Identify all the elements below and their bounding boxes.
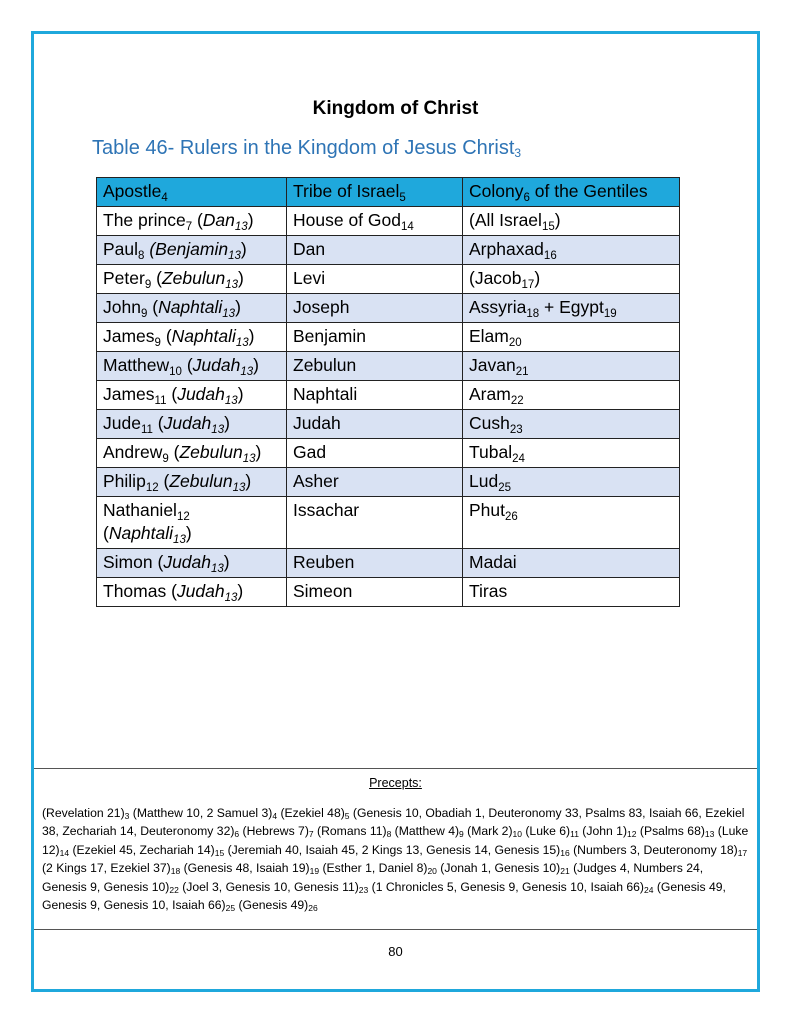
colony-cell	[463, 236, 680, 265]
colony-name: Arphaxad	[469, 239, 544, 259]
apostle-tribe-ref: Dan$_{13}$	[202, 210, 248, 233]
colony-name: Cush	[469, 413, 510, 433]
colony-name: Tubal	[469, 442, 513, 462]
tribe-cell	[287, 294, 463, 323]
colony-ref: 26	[505, 511, 518, 523]
apostle-cell: Matthew$_{10}$ (Judah$_{13}$)	[97, 352, 287, 381]
apostle-tribe-ref: Judah$_{13}$	[163, 413, 225, 436]
table-row	[97, 497, 680, 549]
tribe-name: Reuben	[293, 552, 355, 572]
apostle-name: The prince	[103, 210, 186, 230]
colony-name: Madai	[469, 552, 517, 572]
apostle-tribe-ref: (Benjamin$_{13}$	[149, 239, 241, 262]
apostle-name: Thomas	[103, 581, 167, 601]
colony-cell	[463, 294, 680, 323]
table-row	[97, 265, 680, 294]
precept-text: (Revelation 21)	[42, 806, 125, 820]
colony-cell	[463, 439, 680, 468]
precept-ref: 10	[512, 829, 522, 840]
colony-name: Elam	[469, 326, 509, 346]
apostle-name: Nathaniel	[103, 500, 177, 520]
apostle-tribe-ref: Naphtali$_{13}$	[171, 326, 249, 349]
colony-cell	[463, 207, 680, 236]
precept-text: (Ezekiel 45, Zechariah 14)	[69, 842, 215, 857]
colony-ref: 15	[541, 221, 555, 233]
precepts-references	[42, 804, 750, 914]
apostle-cell: Thomas (Judah$_{13}$)	[97, 578, 287, 607]
table-row	[97, 439, 680, 468]
colony-cell	[463, 468, 680, 497]
colony-ref: 25	[498, 482, 511, 494]
apostle-cell: Jude$_{11}$ (Judah$_{13}$)	[97, 410, 287, 439]
tribe-cell	[287, 578, 463, 607]
colony-ref: 17	[521, 279, 535, 291]
precept-ref: 22	[169, 884, 179, 895]
precept-ref: 23	[358, 884, 369, 895]
colony-cell	[463, 381, 680, 410]
colony-ref: 16	[543, 250, 557, 262]
precept-ref: 16	[560, 847, 570, 858]
colony-after: )	[554, 210, 561, 230]
precept-text: (Luke 12)	[42, 824, 749, 857]
precept-ref: 12	[627, 829, 637, 840]
tribe-cell	[287, 439, 463, 468]
table-row	[97, 294, 680, 323]
apostle-cell: Andrew$_9$ (Zebulun$_{13}$)	[97, 439, 287, 468]
precept-ref: 21	[560, 866, 570, 877]
precept-text: (2 Kings 17, Ezekiel 37)	[42, 861, 171, 876]
colony-name: Phut	[469, 500, 505, 520]
precept-ref: 7	[308, 829, 314, 840]
tribe-name: Dan	[293, 239, 326, 259]
table-body	[97, 207, 680, 607]
table-row	[97, 578, 680, 607]
colony-ref: 22	[510, 395, 524, 407]
apostle-name: Peter	[103, 268, 145, 288]
precepts-title: Precepts:	[369, 776, 422, 790]
page-frame	[31, 31, 760, 992]
precept-text: (Hebrews 7)	[239, 824, 309, 839]
tribe-name: Asher	[293, 471, 339, 491]
precept-text: (John 1)	[578, 824, 628, 839]
apostle-tribe-ref: Judah$_{13}$	[192, 355, 254, 378]
precept-ref: 13	[704, 829, 715, 840]
apostle-cell: John$_9$ (Naphtali$_{13}$)	[97, 294, 287, 323]
tribe-name: House of God	[293, 210, 401, 230]
colony-ref: 21	[515, 366, 529, 378]
tribe-cell	[287, 323, 463, 352]
apostle-name: John	[103, 297, 141, 317]
colony-name: Lud	[469, 471, 499, 491]
page-number: 80	[388, 944, 403, 959]
tribe-cell	[287, 236, 463, 265]
precept-ref: 4	[272, 811, 278, 821]
apostle-name: James	[103, 326, 155, 346]
apostle-cell: James$_{11}$ (Judah$_{13}$)	[97, 381, 287, 410]
tribe-name: Gad	[293, 442, 327, 462]
apostle-tribe-ref: Zebulun$_{13}$	[169, 471, 246, 494]
precept-ref: 3	[124, 811, 130, 821]
apostle-cell: Paul$_8$ (Benjamin$_{13}$)	[97, 236, 287, 265]
tribe-cell	[287, 265, 463, 294]
page-heading: Kingdom of Christ	[312, 98, 479, 119]
header-tribe: Tribe of Israel$_5$	[287, 178, 463, 207]
apostle-cell: Peter$_9$ (Zebulun$_{13}$)	[97, 265, 287, 294]
tribe-cell	[287, 381, 463, 410]
precept-text: (Luke 6)	[521, 824, 571, 839]
precept-text: (Matthew 10, 2 Samuel 3)	[129, 806, 273, 820]
colony-cell	[463, 497, 680, 549]
precept-ref: 11	[570, 829, 579, 840]
colony-ref: 20	[508, 337, 522, 349]
colony-cell	[463, 549, 680, 578]
precept-text: (Judges 4, Numbers 24, Genesis 9, Genesis 10)	[42, 861, 704, 894]
tribe-name: Judah	[293, 413, 341, 433]
precept-ref: 25	[225, 903, 236, 914]
precept-ref: 8	[386, 829, 392, 840]
apostle-cell: Philip$_{12}$ (Zebulun$_{13}$)	[97, 468, 287, 497]
colony-after: )	[534, 268, 541, 288]
table-row	[97, 352, 680, 381]
precept-ref: 14	[59, 847, 70, 858]
precept-text: (Matthew 4)	[391, 824, 460, 839]
precept-text: (Romans 11)	[313, 824, 387, 839]
tribe-cell	[287, 497, 463, 549]
tribe-name: Zebulun	[293, 355, 357, 375]
apostle-ref: 7	[185, 221, 193, 233]
apostle-ref: 9	[140, 308, 148, 320]
colony-after: + Egypt	[539, 297, 604, 317]
table-row	[97, 381, 680, 410]
apostle-tribe-ref: Zebulun$_{13}$	[179, 442, 256, 465]
precept-ref: 20	[427, 866, 437, 877]
tribe-cell	[287, 549, 463, 578]
header-apostle: Apostle$_4$	[97, 178, 287, 207]
tribe-cell	[287, 352, 463, 381]
tribe-cell	[287, 410, 463, 439]
colony-cell	[463, 410, 680, 439]
apostle-cell: The prince$_7$ (Dan$_{13}$)	[97, 207, 287, 236]
apostle-ref: 10	[169, 366, 182, 378]
colony-ref: 24	[512, 453, 525, 465]
table-caption-ref: 3	[514, 146, 522, 160]
precept-ref: 26	[308, 903, 318, 914]
apostle-ref: 11	[154, 395, 167, 407]
apostle-name: Matthew	[103, 355, 170, 375]
table-row	[97, 549, 680, 578]
precept-text: (Genesis 49, Genesis 9, Genesis 10, Isaiah 66)	[42, 879, 726, 913]
tribe-cell	[287, 207, 463, 236]
colony-name: (All Israel	[469, 210, 542, 230]
apostle-ref: 11	[140, 424, 153, 436]
tribe-name: Benjamin	[293, 326, 366, 346]
apostle-name: Paul	[103, 239, 139, 259]
precept-text: (Genesis 10, Obadiah 1, Deuteronomy 33, Psalms 83, Isaiah 66, Ezekiel 38, Zechariah 14, Deuteronomy 32)	[42, 806, 745, 839]
precept-text: (Joel 3, Genesis 10, Genesis 11)	[178, 879, 359, 894]
apostle-name: Andrew	[103, 442, 163, 462]
precept-text: (Mark 2)	[463, 824, 513, 839]
precept-text: (Ezekiel 48)	[277, 806, 345, 820]
apostle-ref: 9	[154, 337, 161, 349]
precept-ref: 5	[344, 811, 350, 821]
apostle-cell: Nathaniel$_{12}$ (Naphtali$_{13}$)	[97, 497, 287, 549]
precept-text: (Jeremiah 40, Isaiah 45, 2 Kings 13, Genesis 14, Genesis 15)	[224, 842, 561, 857]
apostle-cell: James$_9$ (Naphtali$_{13}$)	[97, 323, 287, 352]
precept-ref: 17	[737, 847, 748, 858]
apostle-name: Philip	[103, 471, 146, 491]
apostle-tribe-ref: Judah$_{13}$	[163, 552, 224, 575]
apostle-tribe-ref: Judah$_{13}$	[176, 581, 238, 604]
precept-text: (1 Chronicles 5, Genesis 9, Genesis 10, Isaiah 66)	[368, 879, 644, 894]
precept-ref: 15	[214, 847, 225, 858]
precept-text: (Jonah 1, Genesis 10)	[436, 861, 561, 876]
colony-name: Aram	[469, 384, 511, 404]
colony-cell	[463, 578, 680, 607]
footnote-divider-top	[34, 768, 757, 769]
tribe-name: Levi	[293, 268, 326, 288]
table-row	[97, 410, 680, 439]
colony-cell	[463, 323, 680, 352]
rulers-table	[96, 177, 680, 607]
table-row	[97, 468, 680, 497]
header-colony: Colony$_6$ of the Gentiles	[463, 178, 680, 207]
apostle-name: James	[103, 384, 155, 404]
tribe-name: Simeon	[293, 581, 353, 601]
apostle-ref: 8	[138, 250, 145, 262]
colony-cell	[463, 265, 680, 294]
table-row	[97, 207, 680, 236]
apostle-name: Simon	[103, 552, 153, 572]
colony-name: (Jacob	[469, 268, 522, 288]
apostle-tribe-ref: Naphtali$_{13}$	[108, 523, 186, 546]
colony-name: Javan	[469, 355, 516, 375]
precept-text: (Psalms 68)	[636, 824, 705, 839]
table-header-row	[97, 178, 680, 207]
colony-cell	[463, 352, 680, 381]
colony-name: Tiras	[469, 581, 508, 601]
colony-name: Assyria	[469, 297, 527, 317]
table-row	[97, 236, 680, 265]
precept-text: (Genesis 48, Isaiah 19)	[180, 861, 310, 876]
tribe-ref: 14	[400, 221, 414, 233]
apostle-cell: Simon (Judah$_{13}$)	[97, 549, 287, 578]
table-caption-text: Table 46- Rulers in the Kingdom of Jesus Christ	[92, 137, 515, 159]
apostle-tribe-ref: Judah$_{13}$	[177, 384, 238, 407]
tribe-name: Joseph	[293, 297, 350, 317]
precept-ref: 9	[459, 829, 464, 840]
apostle-ref: 12	[145, 482, 159, 494]
apostle-tribe-ref: Zebulun$_{13}$	[161, 268, 238, 291]
colony-ref: 19	[603, 308, 617, 320]
tribe-cell	[287, 468, 463, 497]
tribe-name: Issachar	[293, 500, 360, 520]
apostle-name: Jude	[103, 413, 141, 433]
footnote-divider-bottom	[34, 929, 757, 930]
precept-text: (Esther 1, Daniel 8)	[319, 861, 428, 876]
apostle-tribe-ref: Naphtali$_{13}$	[158, 297, 236, 320]
table-row	[97, 323, 680, 352]
precept-text: (Genesis 49)	[235, 898, 309, 913]
precept-ref: 6	[234, 829, 240, 840]
apostle-ref: 9	[162, 453, 169, 465]
tribe-name: Naphtali	[293, 384, 358, 404]
precept-text: (Numbers 3, Deuteronomy 18)	[569, 842, 738, 857]
precept-ref: 18	[170, 866, 181, 877]
colony-ref: 18	[526, 308, 540, 320]
apostle-ref: 9	[144, 279, 152, 291]
precept-ref: 19	[309, 866, 320, 877]
table-caption	[92, 137, 521, 160]
colony-ref: 23	[509, 424, 523, 436]
apostle-ref: 12	[176, 511, 190, 523]
precept-ref: 24	[643, 884, 654, 895]
